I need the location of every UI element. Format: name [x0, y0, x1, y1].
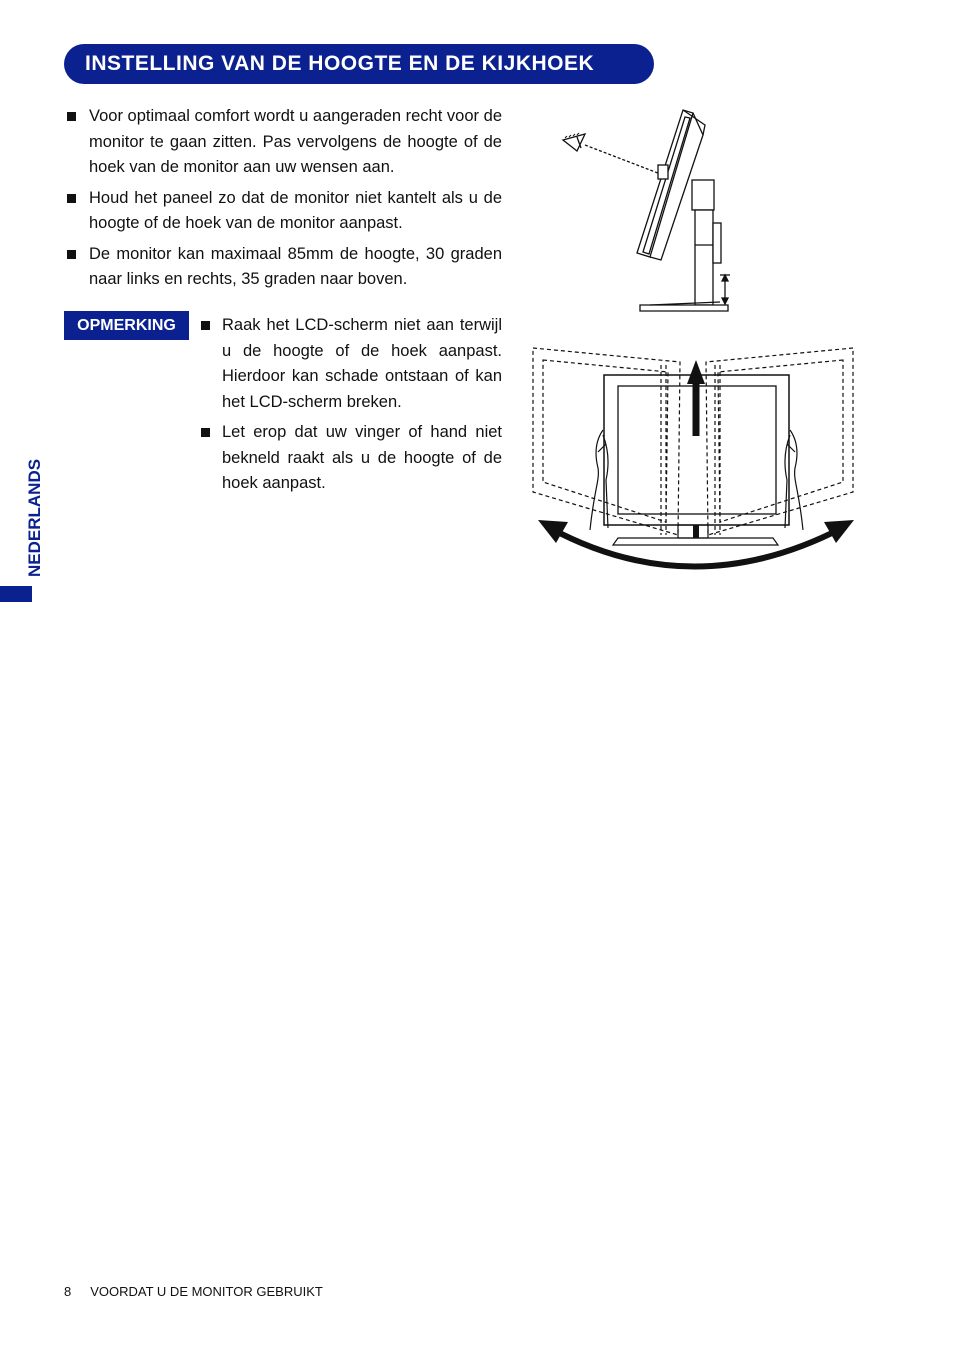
footer-section-title: VOORDAT U DE MONITOR GEBRUIKT	[90, 1284, 323, 1299]
square-bullet-icon	[67, 250, 76, 259]
note-label: OPMERKING	[64, 311, 189, 340]
list-item	[199, 420, 502, 497]
note-list	[199, 313, 502, 502]
bullet-text: Voor optimaal comfort wordt u aangeraden recht voor de monitor te gaan zitten. Pas vervolgens de hoogte of de hoek van de monitor aan uw wensen aan.	[89, 107, 502, 176]
page-footer	[64, 1284, 323, 1299]
side-language-tab	[0, 586, 32, 602]
bullet-list	[64, 104, 502, 298]
square-bullet-icon	[201, 428, 210, 437]
page-number: 8	[64, 1284, 72, 1299]
monitor-side-view-illustration	[555, 105, 735, 315]
note-text: Raak het LCD-scherm niet aan terwijl u de hoogte of de hoek aanpast. Hierdoor kan schade ontstaan of kan het LCD-scherm breken.	[222, 316, 502, 411]
list-item	[64, 104, 502, 181]
list-item	[199, 313, 502, 415]
list-item	[64, 242, 502, 293]
bullet-text: Houd het paneel zo dat de monitor niet kantelt als u de hoogte of de hoek van de monitor aanpast.	[89, 188, 502, 232]
note-text: Let erop dat uw vinger of hand niet bekneld raakt als u de hoogte of de hoek aanpast.	[222, 423, 502, 492]
bullet-text: De monitor kan maximaal 85mm de hoogte, 30 graden naar links en rechts, 35 graden naar boven.	[89, 244, 502, 288]
square-bullet-icon	[201, 321, 210, 330]
list-item	[64, 186, 502, 237]
monitor-front-view-illustration	[528, 340, 858, 580]
side-language-label: NEDERLANDS	[25, 458, 44, 577]
square-bullet-icon	[67, 194, 76, 203]
square-bullet-icon	[67, 112, 76, 121]
section-title: INSTELLING VAN DE HOOGTE EN DE KIJKHOEK	[64, 44, 654, 84]
